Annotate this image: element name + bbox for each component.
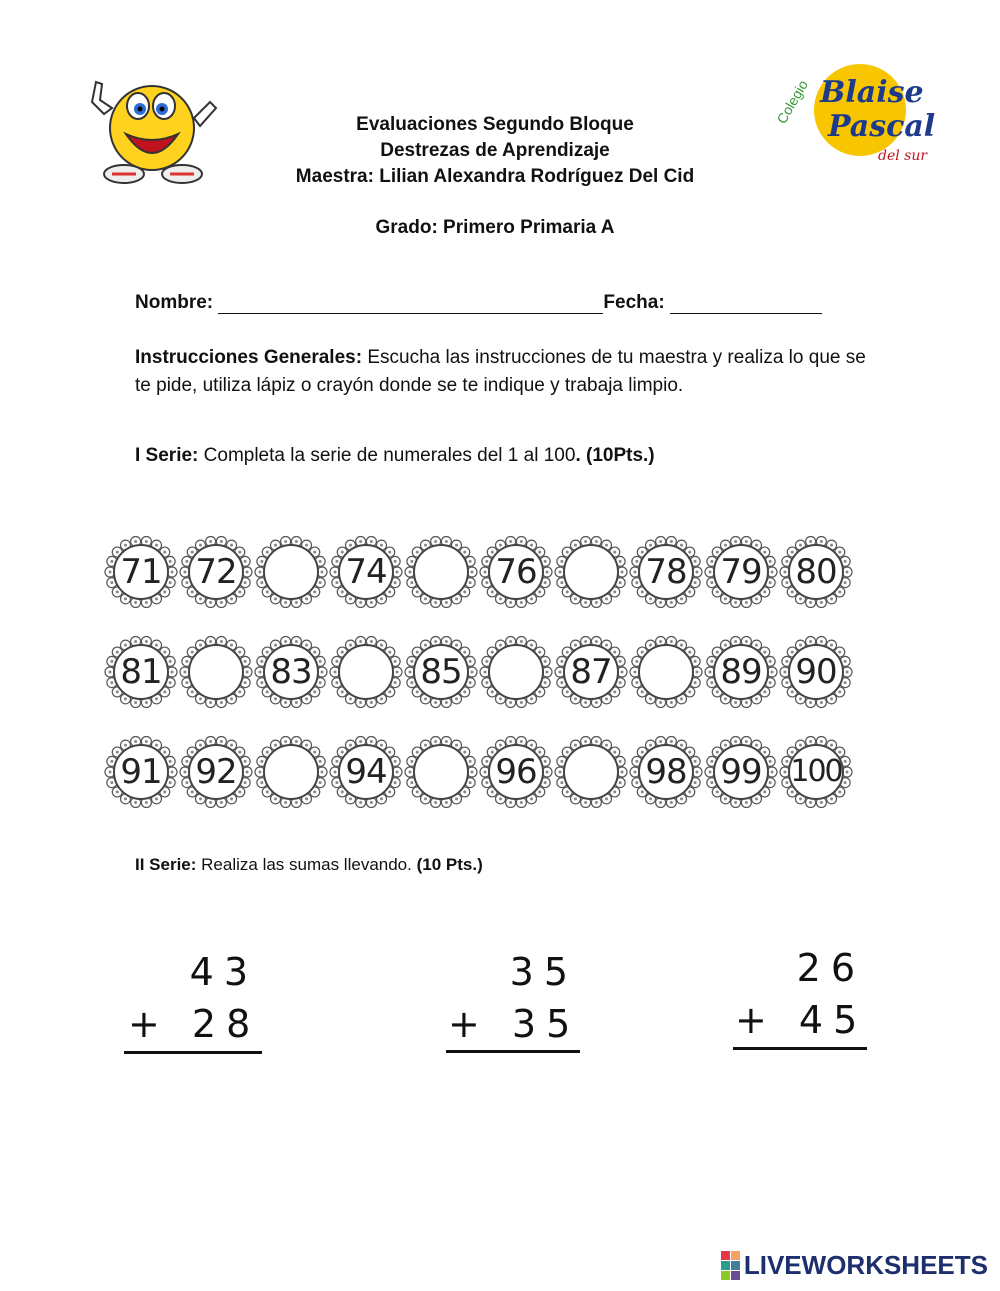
flower-number: 80: [795, 552, 837, 592]
number-flower: [329, 535, 403, 609]
serie2-text: Realiza las sumas llevando.: [196, 855, 417, 874]
date-label: Fecha:: [603, 292, 665, 313]
number-flower: [704, 535, 778, 609]
number-flower: [104, 735, 178, 809]
flower-number: [554, 735, 628, 809]
blank-number-flower[interactable]: [254, 535, 328, 609]
liveworksheets-brand: [721, 1250, 988, 1281]
flower-number: 100: [790, 754, 842, 789]
flower-number: [254, 535, 328, 609]
flower-number: [254, 735, 328, 809]
flower-number: [404, 735, 478, 809]
addend-bottom: + 45: [735, 998, 868, 1042]
header-title: Evaluaciones Segundo Bloque: [356, 114, 634, 135]
flower-number: 94: [345, 752, 387, 792]
serie1-points: . (10Pts.): [575, 445, 655, 466]
header-grade: Grado: Primero Primaria A: [375, 217, 615, 238]
blank-number-flower[interactable]: [329, 635, 403, 709]
flower-number: 99: [720, 752, 762, 792]
blank-number-flower[interactable]: [554, 735, 628, 809]
blank-number-flower[interactable]: [404, 535, 478, 609]
flower-number: 87: [570, 652, 612, 692]
blank-number-flower[interactable]: [254, 735, 328, 809]
number-flower: [179, 735, 253, 809]
serie1-text: Completa la serie de numerales del 1 al 100: [198, 445, 576, 466]
name-date-row: [135, 292, 822, 314]
number-flower: [404, 635, 478, 709]
flower-number: 98: [645, 752, 687, 792]
general-instructions: [135, 344, 875, 400]
flower-number: 74: [345, 552, 387, 592]
flower-number: [554, 535, 628, 609]
addend-top: 35: [509, 950, 578, 994]
addend-top: 43: [189, 950, 258, 994]
name-label: Nombre:: [135, 292, 214, 313]
serie2-label: II Serie:: [135, 855, 197, 874]
logo-colegio-text: Colegio: [773, 77, 811, 127]
blank-number-flower[interactable]: [554, 535, 628, 609]
logo-delsur-text: del sur: [878, 148, 928, 164]
sum-line: [446, 1050, 580, 1053]
blank-number-flower[interactable]: [629, 635, 703, 709]
addition-problem: [735, 946, 885, 1042]
number-flower: [779, 535, 853, 609]
number-flower: [704, 635, 778, 709]
number-flower: [629, 735, 703, 809]
logo-pascal-text: Pascal: [828, 109, 936, 144]
number-flower: [704, 735, 778, 809]
flower-number: 71: [120, 552, 162, 592]
number-flower: [329, 735, 403, 809]
name-field[interactable]: [218, 293, 603, 314]
addition-problem: [448, 950, 598, 1046]
number-flower: [779, 635, 853, 709]
instructions-text: Escucha las instrucciones de tu maestra y realiza lo que se te pide, utiliza lápiz o crayón donde se te indique y trabaja limpio.: [135, 347, 866, 396]
number-flower: [479, 735, 553, 809]
blank-number-flower[interactable]: [179, 635, 253, 709]
number-flower: [179, 535, 253, 609]
sum-line: [124, 1051, 262, 1054]
serie2-points: (10 Pts.): [416, 855, 483, 874]
addend-bottom: + 28: [128, 1002, 261, 1046]
flower-number: 85: [420, 652, 462, 692]
header-subtitle: Destrezas de Aprendizaje: [380, 140, 610, 161]
header-teacher: Maestra: Lilian Alexandra Rodríguez Del Cid: [295, 166, 695, 187]
flower-number: 90: [795, 652, 837, 692]
flower-number: [404, 535, 478, 609]
number-flower: [104, 535, 178, 609]
flower-number: 72: [195, 552, 237, 592]
flower-number: 83: [270, 652, 312, 692]
number-flower: [479, 535, 553, 609]
logo-blaise-text: Blaise: [820, 75, 924, 110]
number-flower: [554, 635, 628, 709]
flower-number: [179, 635, 253, 709]
serie1-label: I Serie:: [135, 445, 199, 466]
instructions-label: Instrucciones Generales:: [135, 347, 363, 368]
flower-number: [629, 635, 703, 709]
flower-number: [479, 635, 553, 709]
flower-number: 78: [645, 552, 687, 592]
flower-number: 96: [495, 752, 537, 792]
blank-number-flower[interactable]: [479, 635, 553, 709]
number-series-row: [104, 735, 854, 809]
number-series-row: [104, 635, 854, 709]
flower-number: 91: [120, 752, 162, 792]
number-flower: [779, 735, 853, 809]
flower-number: 76: [495, 552, 537, 592]
flower-number: 89: [720, 652, 762, 692]
addend-top: 26: [796, 946, 865, 990]
number-flower: [104, 635, 178, 709]
flower-number: 79: [720, 552, 762, 592]
number-flower: [254, 635, 328, 709]
date-field[interactable]: [670, 293, 822, 314]
addition-problem: [128, 950, 278, 1046]
addend-bottom: + 35: [448, 1002, 581, 1046]
number-flower: [629, 535, 703, 609]
brand-logo-icon: [721, 1251, 740, 1280]
blank-number-flower[interactable]: [404, 735, 478, 809]
sum-line: [733, 1047, 867, 1050]
flower-number: 81: [120, 652, 162, 692]
brand-text: LIVEWORKSHEETS: [743, 1250, 988, 1280]
flower-number: 92: [195, 752, 237, 792]
serie1-heading: [135, 445, 655, 467]
serie2-heading: [135, 855, 483, 875]
number-series-row: [104, 535, 854, 609]
flower-number: [329, 635, 403, 709]
